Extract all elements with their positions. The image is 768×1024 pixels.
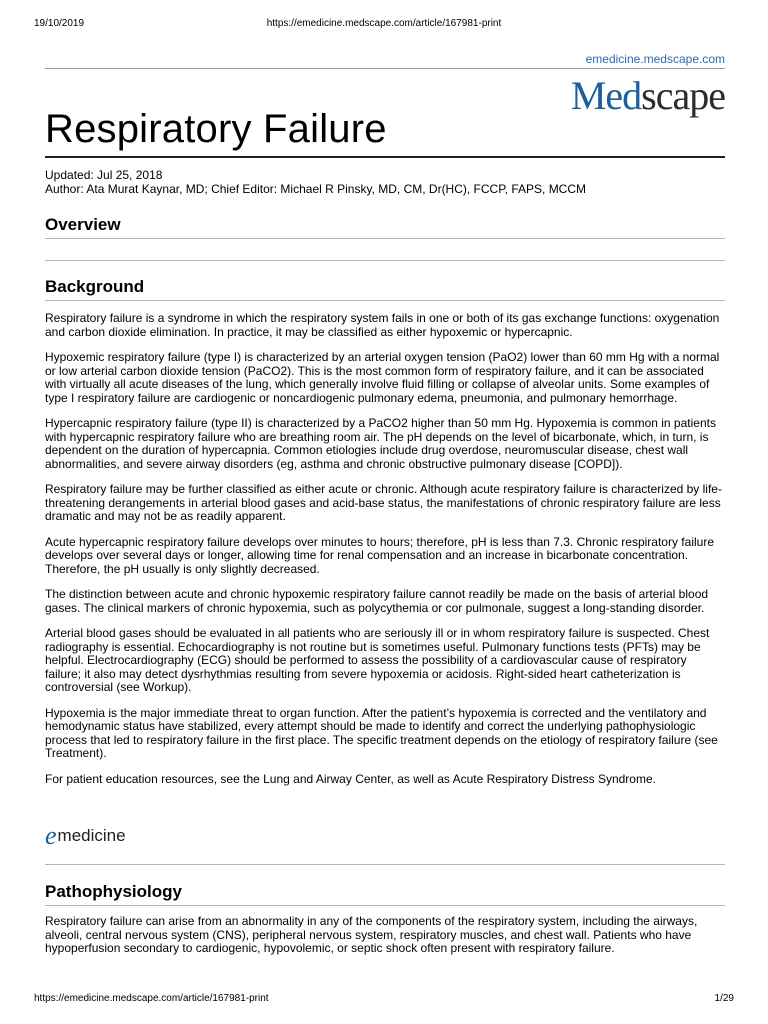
logo-scape: scape	[641, 73, 725, 118]
paragraph: Hypoxemic respiratory failure (type I) is characterized by an arterial oxygen tension (PaO2) lower than 60 mm Hg with a normal or low arterial carbon dioxide tension (PaCO2). This is the most common form of respiratory failure, and it can be associated with virtually all acute diseases of the lung, which generally involve fluid filling or collapse of alveolar units. Some examples of type I respiratory failure are cardiogenic or noncardiogenic pulmonary edema, pneumonia, and pulmonary hemorrhage.	[45, 350, 720, 405]
paragraph: Respiratory failure may be further classified as either acute or chronic. Although acute respiratory failure is characterized by life-threatening derangements in arterial blood gases and acid-base status, the manifestations of chronic respiratory failure are less dramatic and may not be as readily apparent.	[45, 482, 722, 523]
pathophysiology-divider	[45, 905, 725, 906]
site-link[interactable]: emedicine.medscape.com	[585, 52, 725, 66]
emedicine-logo	[45, 821, 126, 850]
section-heading-overview: Overview	[45, 215, 121, 234]
paragraph: Respiratory failure is a syndrome in which the respiratory system fails in one or both of its gas exchange functions: oxygenation and carbon dioxide elimination. In practice, it may be classified as either hypoxemic or hypercapnic.	[45, 311, 720, 339]
title-divider	[45, 156, 725, 158]
background-divider	[45, 300, 725, 301]
paragraph: Acute hypercapnic respiratory failure develops over minutes to hours; therefore, pH is less than 7.3. Chronic respiratory failure develops over several days or longer, allowing time for renal compensation and an increase in bicarbonate concentration. Therefore, the pH usually is only slightly decreased.	[45, 534, 714, 576]
print-url: https://emedicine.medscape.com/article/167981-print	[266, 18, 502, 29]
emedicine-logo-e: e	[45, 821, 57, 850]
background-body	[45, 312, 725, 798]
updated-date: Updated: Jul 25, 2018	[45, 168, 163, 182]
author-line: Author: Ata Murat Kaynar, MD; Chief Editor: Michael R Pinsky, MD, CM, Dr(HC), FCCP, FAPS, MCCM	[45, 182, 587, 196]
paragraph: Arterial blood gases should be evaluated in all patients who are seriously ill or in whom respiratory failure is suspected. Chest radiography is essential. Echocardiography is not routine but is sometimes useful. Pulmonary functions tests (PFTs) may be helpful. Electrocardiography (ECG) should be performed to assess the possibility of a cardiovascular cause of respiratory failure; it also may detect dysrhythmias resulting from severe hypoxemia or acidosis. Right-sided heart catheterization is controversial (see Workup).	[45, 626, 710, 694]
print-header	[34, 17, 734, 31]
article-title: Respiratory Failure	[45, 107, 387, 151]
paragraph: The distinction between acute and chronic hypoxemic respiratory failure cannot readily be made on the basis of arterial blood gases. The clinical markers of chronic hypoxemia, such as polycythemia or cor pulmonale, suggest a long-standing disorder.	[45, 587, 709, 615]
paragraph: Hypercapnic respiratory failure (type II) is characterized by a PaCO2 higher than 50 mm Hg. Hypoxemia is common in patients with hypercapnic respiratory failure who are breathing room air. The pH depends on the level of bicarbonate, which, in turn, is dependent on the duration of hypercapnia. Common etiologies include drug overdose, neuromuscular disease, chest wall abnormalities, and severe airway disorders (eg, asthma and chronic obstructive pulmonary disease [COPD]).	[45, 416, 716, 471]
footer-url: https://emedicine.medscape.com/article/167981-print	[34, 993, 269, 1004]
logo-med: Med	[570, 73, 642, 118]
article-meta	[45, 168, 586, 196]
paragraph: Respiratory failure can arise from an abnormality in any of the components of the respiratory system, including the airways, alveoli, central nervous system (CNS), peripheral nervous system, respiratory muscles, and chest wall. Patients who have hypoperfusion secondary to cardiogenic, hypovolemic, or septic shock often present with respiratory failure.	[45, 914, 698, 955]
page-number: 1/29	[714, 993, 734, 1004]
medscape-logo	[571, 74, 725, 118]
overview-divider	[45, 238, 725, 239]
section-heading-pathophysiology: Pathophysiology	[45, 882, 182, 901]
print-footer	[34, 992, 734, 1006]
header-divider	[45, 68, 725, 69]
section-heading-background: Background	[45, 277, 145, 296]
section-gap-divider	[45, 864, 725, 865]
paragraph: Hypoxemia is the major immediate threat to organ function. After the patient’s hypoxemia is corrected and the ventilatory and hemodynamic status have stabilized, every attempt should be made to identify and correct the underlying pathophysiologic process that led to respiratory failure in the first place. The specific treatment depends on the etiology of respiratory failure (see Treatment).	[45, 705, 718, 760]
print-date: 19/10/2019	[34, 18, 85, 29]
pathophysiology-body	[45, 915, 725, 968]
section-gap-divider	[45, 260, 725, 261]
emedicine-logo-text: medicine	[57, 826, 126, 845]
paragraph: For patient education resources, see the Lung and Airway Center, as well as Acute Respiratory Distress Syndrome.	[45, 771, 656, 786]
